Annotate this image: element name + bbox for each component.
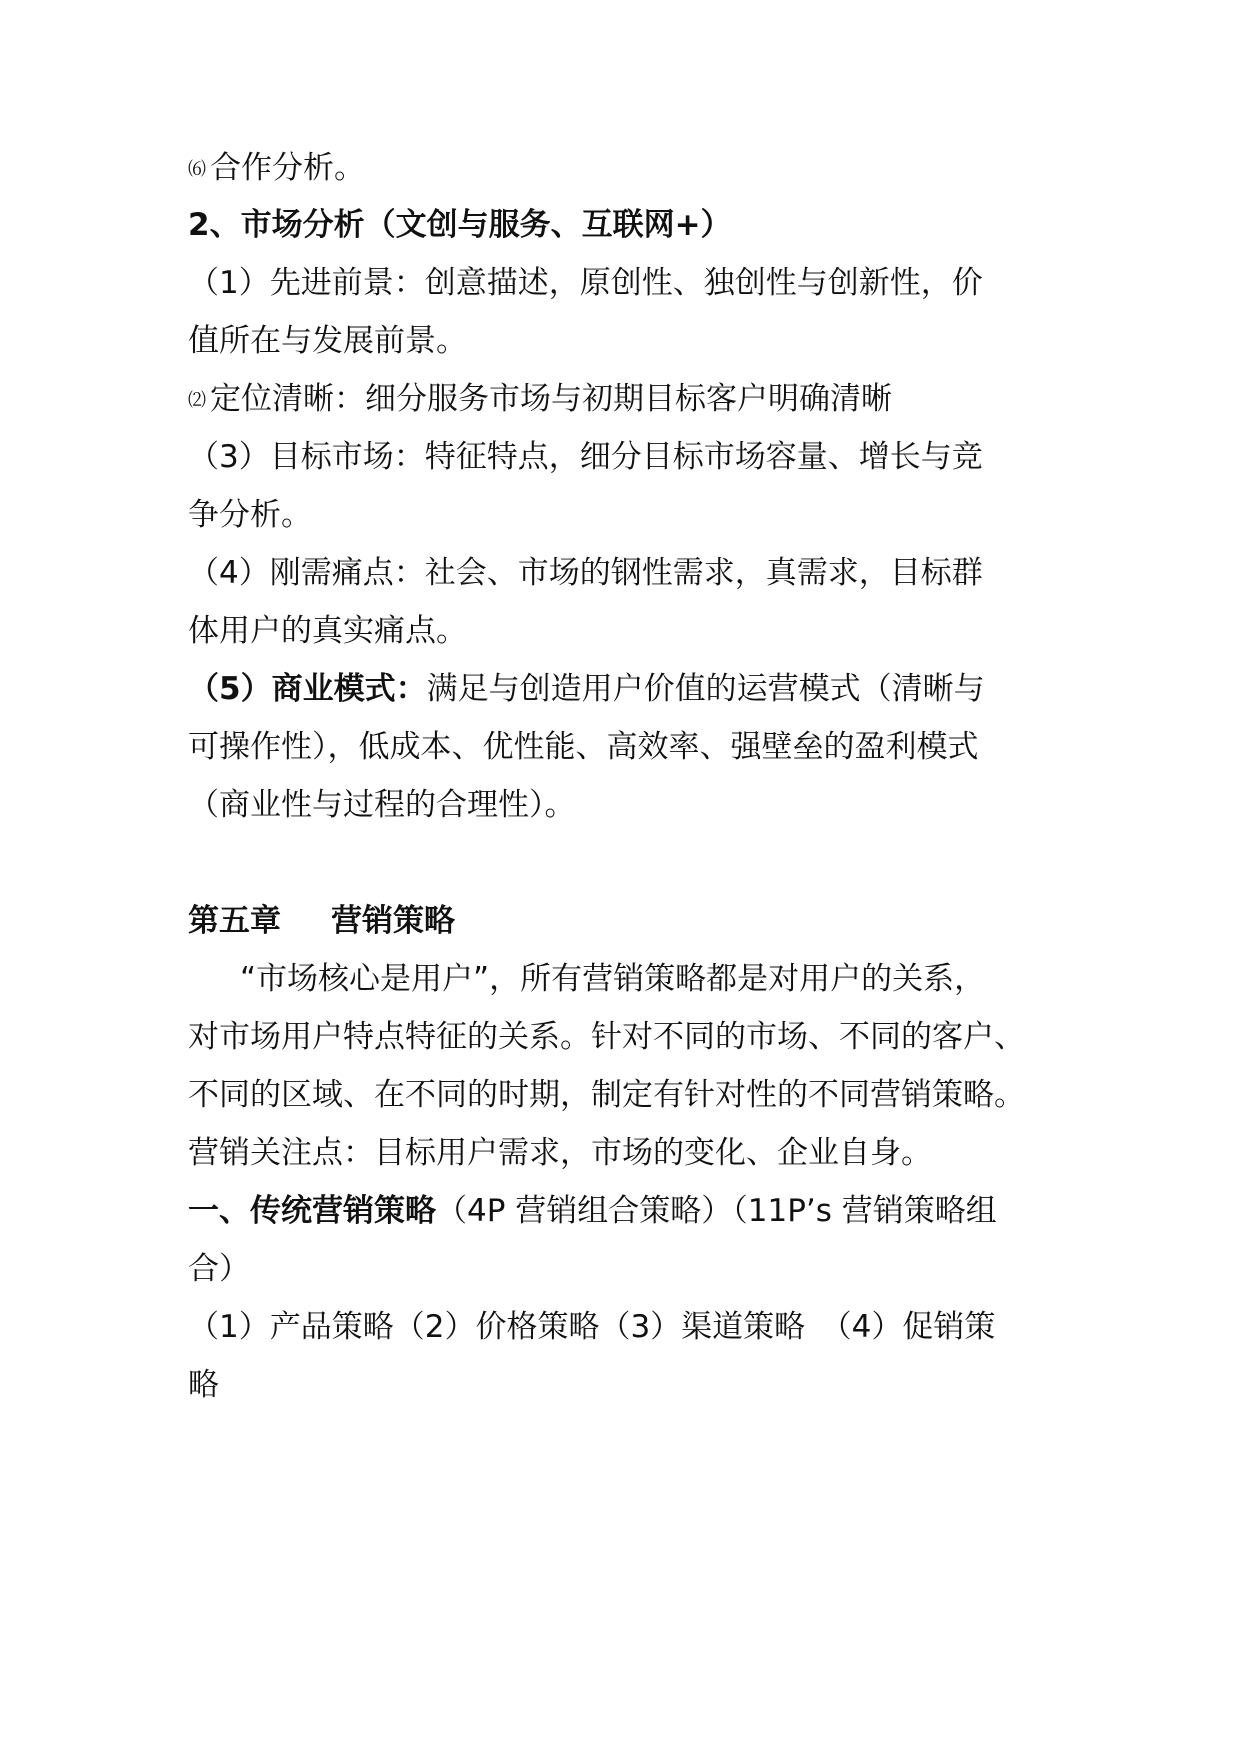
paragraph-line: 对市场用户特点特征的关系。针对不同的市场、不同的客户、	[188, 1019, 1025, 1055]
paragraph-line: 可操作性），低成本、优性能、高效率、强壁垒的盈利模式	[188, 729, 979, 765]
paragraph-line: 值所在与发展前景。	[188, 323, 467, 359]
paragraph-line: 不同的区域、在不同的时期，制定有针对性的不同营销策略。	[188, 1077, 1025, 1113]
paragraph-line: （1）产品策略（2）价格策略（3）渠道策略 （4）促销策	[188, 1309, 996, 1345]
section-heading-traditional-marketing	[188, 1191, 1068, 1231]
chapter-heading	[188, 901, 1068, 941]
paragraph-line: 合）	[188, 1251, 250, 1287]
item-text: 合作分析。	[210, 150, 365, 186]
paragraph-line: （1）先进前景：创意描述，原创性、独创性与创新性，价	[188, 265, 983, 301]
paragraph-line: 略	[188, 1367, 219, 1403]
item-text: 定位清晰：细分服务市场与初期目标客户明确清晰	[210, 381, 892, 417]
item-5-business-model	[188, 669, 1068, 709]
item-text: 满足与创造用户价值的运营模式（清晰与	[426, 671, 985, 707]
section-label: 一、传统营销策略	[188, 1193, 436, 1229]
paragraph-line: （商业性与过程的合理性）。	[188, 787, 576, 823]
chapter-title: 营销策略	[331, 903, 455, 939]
item-label: （5）商业模式：	[188, 671, 427, 707]
item-number: ⑹	[188, 159, 206, 180]
item-6-cooperation-analysis	[188, 148, 1068, 190]
paragraph-line: （4）刚需痛点：社会、市场的钢性需求，真需求，目标群	[188, 555, 983, 591]
chapter-number: 第五章	[188, 903, 281, 939]
paragraph-line: （3）目标市场：特征特点，细分目标市场容量、增长与竞	[188, 439, 983, 475]
paragraph-line: “市场核心是用户”，所有营销策略都是对用户的关系，	[240, 961, 986, 997]
item-2-positioning	[188, 379, 1068, 421]
paragraph-line: 营销关注点：目标用户需求，市场的变化、企业自身。	[188, 1135, 932, 1171]
section-text: （4P 营销组合策略）（11P’s 营销策略组	[436, 1193, 997, 1229]
section-heading-market-analysis: 2、市场分析（文创与服务、互联网+）	[188, 207, 732, 243]
item-number: ⑵	[188, 390, 206, 411]
paragraph-line: 体用户的真实痛点。	[188, 613, 467, 649]
paragraph-line: 争分析。	[188, 497, 312, 533]
